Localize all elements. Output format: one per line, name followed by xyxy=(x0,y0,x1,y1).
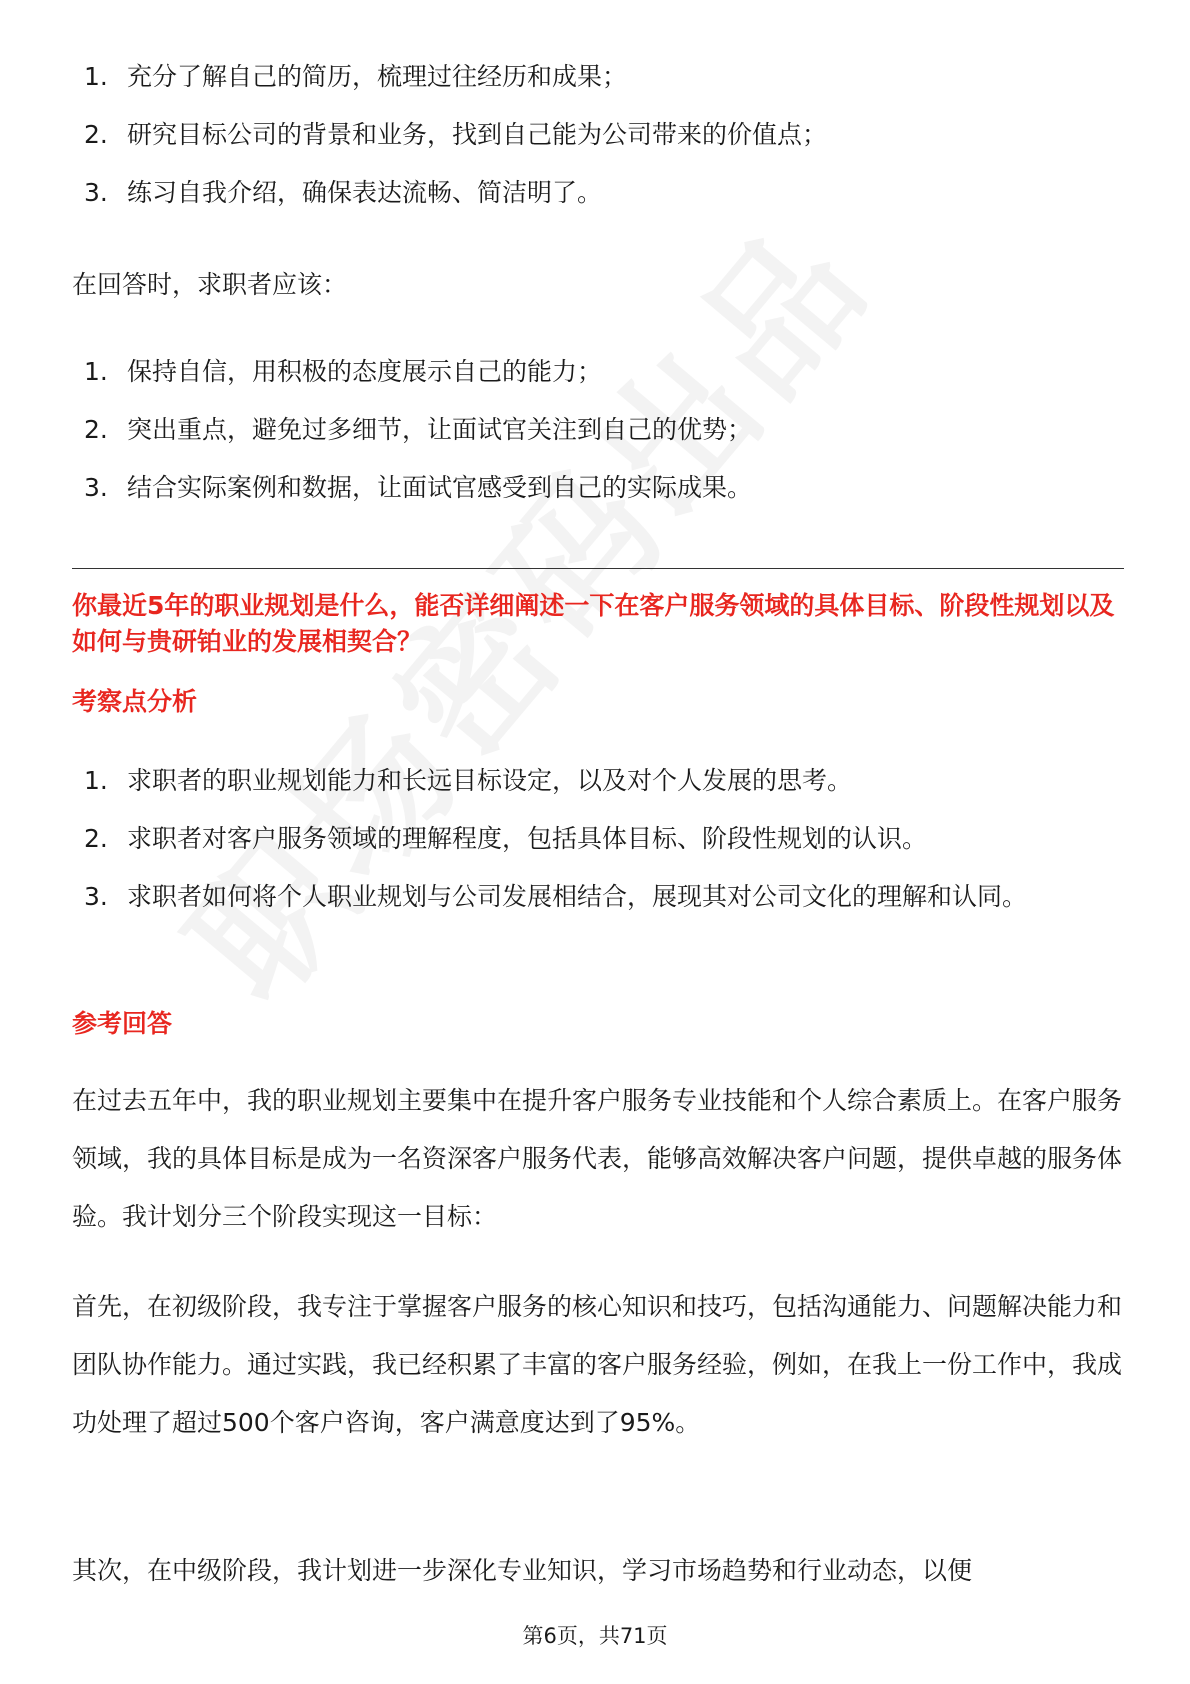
list-item xyxy=(84,868,1124,925)
page-number-footer: 第6页，共71页 xyxy=(522,1624,668,1648)
list-number: 1. xyxy=(84,766,108,795)
reference-heading: 参考回答 xyxy=(72,1009,173,1038)
answer-intro-paragraph: 在回答时，求职者应该： xyxy=(72,270,348,299)
list-number: 1. xyxy=(84,62,108,91)
list-number: 2. xyxy=(84,415,108,444)
list-item xyxy=(84,401,1124,459)
list-item xyxy=(84,106,1124,164)
answer-tips-list xyxy=(84,343,1124,517)
list-item xyxy=(84,810,1124,868)
list-text: 求职者对客户服务领域的理解程度，包括具体目标、阶段性规划的认识。 xyxy=(127,824,928,853)
list-item xyxy=(84,48,1124,106)
list-text: 结合实际案例和数据，让面试官感受到自己的实际成果。 xyxy=(127,473,753,502)
analysis-heading: 考察点分析 xyxy=(72,687,198,716)
list-number: 2. xyxy=(84,120,108,149)
list-number: 3. xyxy=(84,882,108,911)
list-item xyxy=(84,752,1124,810)
list-text: 求职者的职业规划能力和长远目标设定，以及对个人发展的思考。 xyxy=(127,766,853,795)
section-divider xyxy=(72,568,1124,569)
prep-list xyxy=(84,48,1124,222)
list-number: 3. xyxy=(84,178,108,207)
list-number: 3. xyxy=(84,473,108,502)
list-text: 求职者如何将个人职业规划与公司发展相结合，展现其对公司文化的理解和认同。 xyxy=(127,882,1028,911)
list-text: 充分了解自己的简历，梳理过往经历和成果； xyxy=(127,62,628,91)
list-text: 保持自信，用积极的态度展示自己的能力； xyxy=(127,357,603,386)
list-text: 突出重点，避免过多细节，让面试官关注到自己的优势； xyxy=(127,415,753,444)
list-item xyxy=(84,343,1124,401)
list-text: 研究目标公司的背景和业务，找到自己能为公司带来的价值点； xyxy=(127,120,828,149)
list-number: 2. xyxy=(84,824,108,853)
list-item xyxy=(84,164,1124,222)
answer-paragraph-1: 在过去五年中，我的职业规划主要集中在提升客户服务专业技能和个人综合素质上。在客户服务领域，我的具体目标是成为一名资深客户服务代表，能够高效解决客户问题，提供卓越的服务体验。我计划分三个阶段实现这一目标： xyxy=(72,1086,1123,1231)
answer-paragraph-2: 首先，在初级阶段，我专注于掌握客户服务的核心知识和技巧，包括沟通能力、问题解决能力和团队协作能力。通过实践，我已经积累了丰富的客户服务经验，例如，在我上一份工作中，我成功处理了超过500个客户咨询，客户满意度达到了95%。 xyxy=(72,1292,1123,1437)
question-title: 你最近5年的职业规划是什么，能否详细阐述一下在客户服务领域的具体目标、阶段性规划以及如何与贵研铂业的发展相契合？ xyxy=(72,591,1115,656)
list-text: 练习自我介绍，确保表达流畅、简洁明了。 xyxy=(127,178,603,207)
answer-paragraph-3: 其次，在中级阶段，我计划进一步深化专业知识，学习市场趋势和行业动态，以便 xyxy=(72,1556,973,1585)
analysis-list xyxy=(84,752,1124,925)
list-number: 1. xyxy=(84,357,108,386)
list-item xyxy=(84,459,1124,517)
